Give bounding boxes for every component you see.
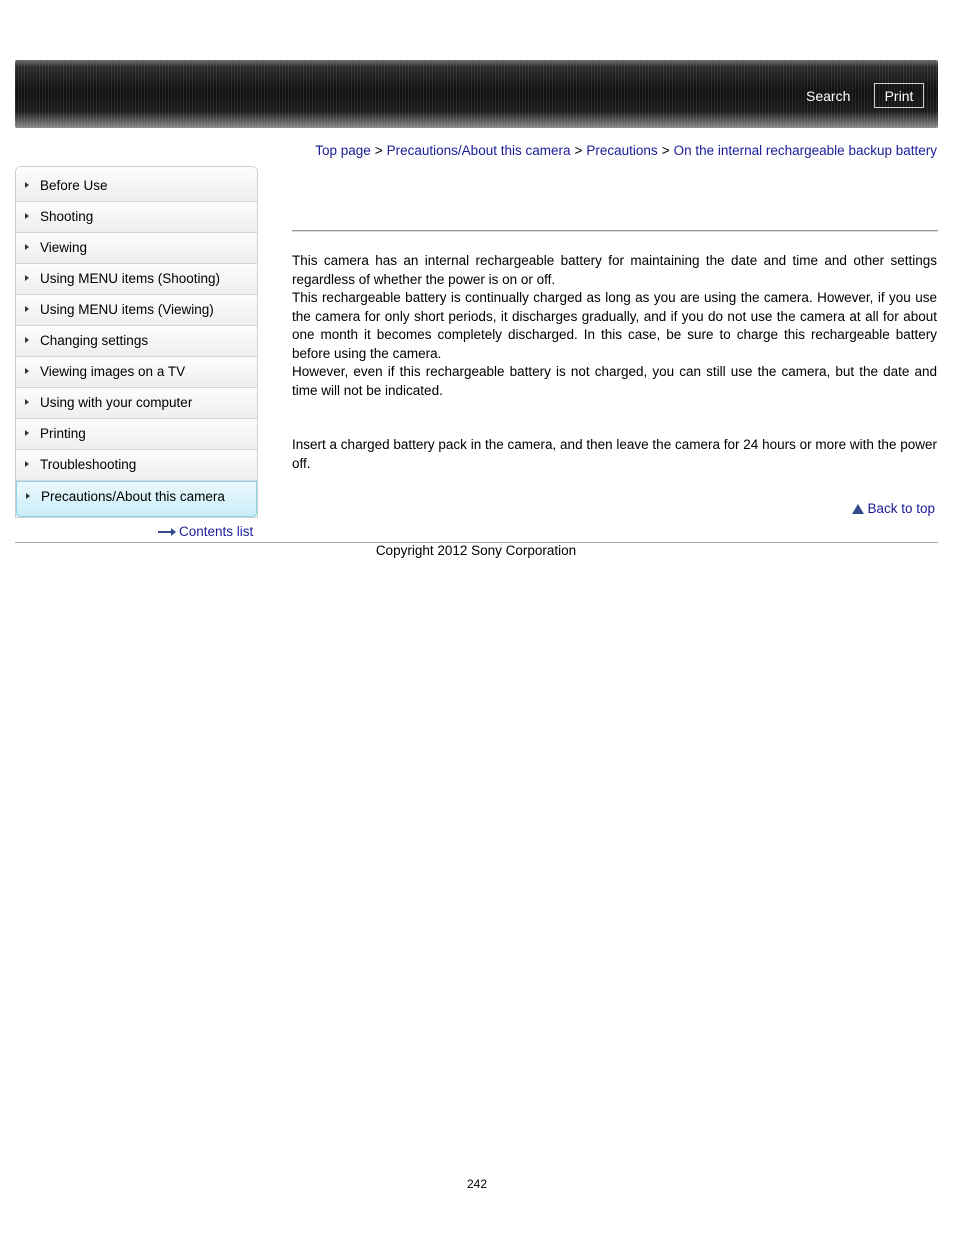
caret-right-icon — [25, 430, 29, 436]
sidebar-item-label: Precautions/About this camera — [41, 489, 225, 504]
sidebar-item-label: Troubleshooting — [40, 457, 137, 472]
sidebar-nav — [15, 166, 258, 518]
main-content — [292, 252, 937, 400]
sidebar-item-label: Shooting — [40, 209, 94, 224]
sidebar-item-label: Viewing images on a TV — [40, 364, 186, 379]
breadcrumb — [315, 143, 937, 158]
copyright-text: Copyright 2012 Sony Corporation — [375, 543, 577, 558]
sidebar-item-label: Using with your computer — [40, 395, 193, 410]
sidebar-item-label: Viewing — [40, 240, 88, 255]
copyright — [0, 543, 954, 558]
sidebar-item-label: Before Use — [40, 178, 108, 193]
sidebar-item-menu-viewing[interactable] — [16, 295, 257, 326]
caret-right-icon — [25, 337, 29, 343]
caret-right-icon — [25, 244, 29, 250]
back-to-top-label: Back to top — [867, 501, 935, 516]
arrow-right-icon — [158, 528, 176, 536]
breadcrumb-top-page[interactable]: Top page — [315, 143, 371, 158]
caret-right-icon — [25, 461, 29, 467]
breadcrumb-separator: > — [374, 143, 383, 158]
sidebar-item-computer[interactable] — [16, 388, 257, 419]
paragraph: This rechargeable battery is continually charged as long as you are using the camera. However, if you use the camera for only short periods, it discharges gradually, and if you do not use the camera at all for about one month it becomes completely discharged. In this case, be sure to charge this rechargeable battery before using the camera. — [292, 290, 937, 361]
sidebar-item-viewing[interactable] — [16, 233, 257, 264]
sidebar-item-label: Changing settings — [40, 333, 149, 348]
back-to-top-link[interactable] — [852, 501, 935, 516]
sidebar-item-precautions[interactable] — [16, 481, 257, 517]
sidebar-item-label: Using MENU items (Shooting) — [40, 271, 221, 286]
page-number: 242 — [466, 1177, 488, 1191]
sidebar-item-label: Using MENU items (Viewing) — [40, 302, 214, 317]
sidebar-item-changing-settings[interactable] — [16, 326, 257, 357]
search-link[interactable]: Search — [806, 88, 851, 104]
contents-list-label: Contents list — [179, 524, 254, 539]
sidebar-item-before-use[interactable] — [16, 167, 257, 202]
caret-right-icon — [26, 493, 30, 499]
caret-right-icon — [25, 182, 29, 188]
sidebar-item-menu-shooting[interactable] — [16, 264, 257, 295]
caret-right-icon — [25, 368, 29, 374]
breadcrumb-precautions-about[interactable]: Precautions/About this camera — [386, 143, 571, 158]
caret-right-icon — [25, 275, 29, 281]
breadcrumb-precautions[interactable]: Precautions — [586, 143, 658, 158]
caret-right-icon — [25, 306, 29, 312]
contents-list-link[interactable] — [158, 524, 253, 539]
sidebar-item-label: Printing — [40, 426, 86, 441]
caret-right-icon — [25, 213, 29, 219]
breadcrumb-separator: > — [661, 143, 670, 158]
title-divider — [292, 230, 938, 232]
charging-section — [292, 436, 937, 473]
breadcrumb-current-page[interactable]: On the internal rechargeable backup battery — [673, 143, 937, 158]
paragraph: However, even if this rechargeable battery is not charged, you can still use the camera, but the date and time will not be indicated. — [292, 364, 937, 398]
up-triangle-icon — [852, 504, 864, 514]
caret-right-icon — [25, 399, 29, 405]
sidebar-item-viewing-tv[interactable] — [16, 357, 257, 388]
breadcrumb-separator: > — [574, 143, 583, 158]
paragraph: Insert a charged battery pack in the camera, and then leave the camera for 24 hours or more with the power off. — [292, 437, 937, 471]
sidebar-item-troubleshooting[interactable] — [16, 450, 257, 481]
header-bar — [15, 60, 938, 128]
print-button[interactable]: Print — [874, 83, 924, 108]
sidebar-item-shooting[interactable] — [16, 202, 257, 233]
sidebar-item-printing[interactable] — [16, 419, 257, 450]
paragraph: This camera has an internal rechargeable battery for maintaining the date and time and other settings regardless of whether the power is on or off. — [292, 253, 937, 287]
